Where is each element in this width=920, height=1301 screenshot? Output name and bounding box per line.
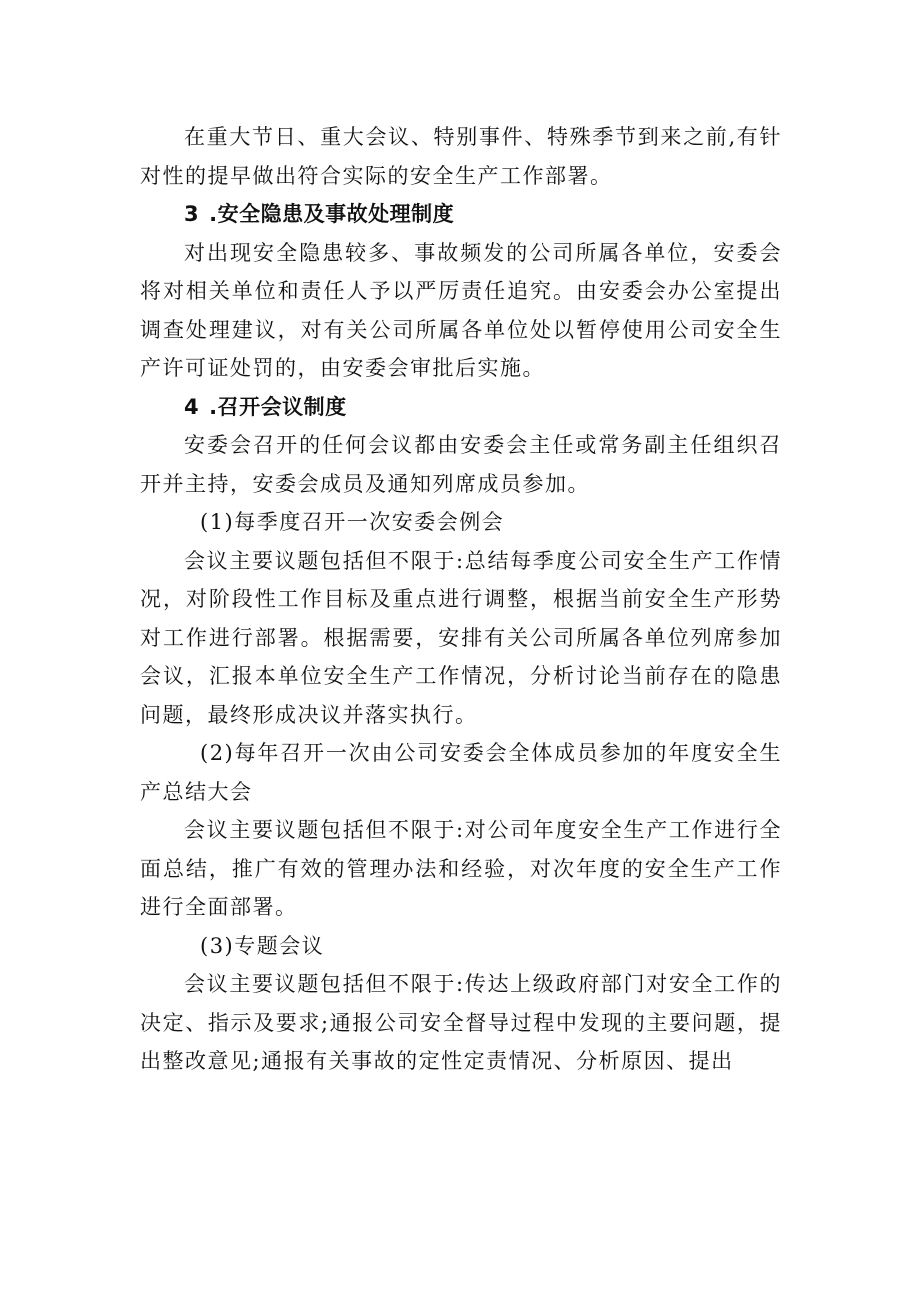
section-number: 3 bbox=[184, 202, 200, 226]
section-heading-4 bbox=[140, 388, 782, 427]
paragraph-meeting-organization: 安委会召开的任何会议都由安委会主任或常务副主任组织召开并主持，安委会成员及通知列席成员参加。 bbox=[140, 433, 782, 496]
subheading-special-meeting: (3)专题会议 bbox=[200, 933, 325, 958]
paragraph-quarterly-topics: 会议主要议题包括但不限于:总结每季度公司安全生产工作情况，对阶段性工作目标及重点进行调整，根据当前安全生产形势对工作进行部署。根据需要，安排有关公司所属各单位列席参加会议，汇报本单位安全生产工作情况，分析讨论当前存在的隐患问题，最终形成决议并落实执行。 bbox=[140, 548, 782, 727]
section-title: .安全隐患及事故处理制度 bbox=[209, 202, 455, 226]
subheading-quarterly-meeting: (1)每季度召开一次安委会例会 bbox=[200, 510, 505, 534]
paragraph-accountability: 对出现安全隐患较多、事故频发的公司所属各单位，安委会将对相关单位和责任人予以严厉责任追究。由安委会办公室提出调查处理建议，对有关公司所属各单位处以暂停使用公司安全生产许可证处罚的，由安委会审批后实施。 bbox=[140, 240, 782, 380]
paragraph-annual-topics: 会议主要议题包括但不限于:对公司年度安全生产工作进行全面总结，推广有效的管理办法和经验，对次年度的安全生产工作进行全面部署。 bbox=[140, 818, 782, 919]
section-title: .召开会议制度 bbox=[209, 394, 347, 419]
paragraph-deployment: 在重大节日、重大会议、特别事件、特殊季节到来之前,有针对性的提早做出符合实际的安全生产工作部署。 bbox=[140, 125, 782, 188]
paragraph-special-topics: 会议主要议题包括但不限于:传达上级政府部门对安全工作的决定、指示及要求;通报公司安全督导过程中发现的主要问题，提出整改意见;通报有关事故的定性定责情况、分析原因、提出 bbox=[140, 972, 782, 1073]
section-heading-3 bbox=[140, 195, 782, 234]
document-body bbox=[140, 118, 782, 1081]
subheading-annual-meeting: (2)每年召开一次由公司安委会全体成员参加的年度安全生产总结大会 bbox=[140, 741, 782, 804]
section-number: 4 bbox=[184, 394, 200, 419]
